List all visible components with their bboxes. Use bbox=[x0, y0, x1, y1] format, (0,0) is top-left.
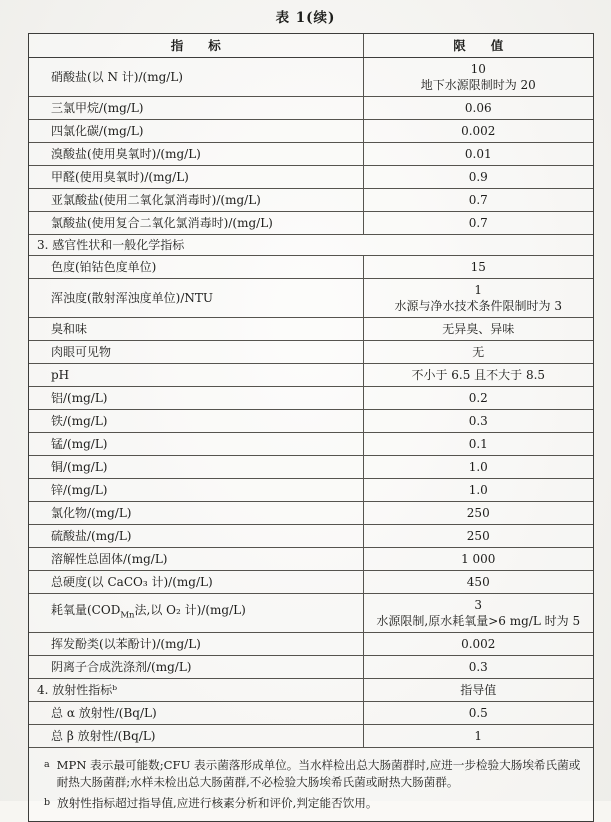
limit-line: 水源与净水技术条件限制时为 3 bbox=[394, 299, 562, 313]
limit-line: 1 bbox=[474, 283, 483, 297]
limit-cell bbox=[363, 456, 593, 479]
limit-line: 1.0 bbox=[468, 460, 488, 474]
limit-line: 指导值 bbox=[460, 683, 497, 697]
limit-line: 0.06 bbox=[464, 101, 492, 115]
limit-line: 3 bbox=[474, 598, 483, 612]
indicator-cell: 浑浊度(散射浑浊度单位)/NTU bbox=[29, 279, 363, 318]
table-row bbox=[29, 656, 593, 679]
indicator-cell: 氯化物/(mg/L) bbox=[29, 502, 363, 525]
limit-line: 0.3 bbox=[468, 414, 488, 428]
footnotes bbox=[29, 748, 593, 821]
limit-cell bbox=[363, 702, 593, 725]
indicator-cell: 总硬度(以 CaCO₃ 计)/(mg/L) bbox=[29, 571, 363, 594]
limit-line: 地下水源限制时为 20 bbox=[420, 78, 536, 92]
limit-cell bbox=[363, 58, 593, 97]
table-row bbox=[29, 120, 593, 143]
limit-line: 0.01 bbox=[464, 147, 492, 161]
indicator-cell: 铜/(mg/L) bbox=[29, 456, 363, 479]
limit-cell bbox=[363, 364, 593, 387]
table-row bbox=[29, 364, 593, 387]
section-header-cell: 4. 放射性指标ᵇ bbox=[29, 679, 363, 702]
footnote-text: MPN 表示最可能数;CFU 表示菌落形成单位。当水样检出总大肠菌群时,应进一步检验大肠埃希氏菌或耐热大肠菌群;水样未检出总大肠菌群,不必检验大肠埃希氏菌或耐热大肠菌群。 bbox=[56, 758, 581, 789]
limit-line: 不小于 6.5 且不大于 8.5 bbox=[411, 368, 546, 382]
indicator-cell: 阴离子合成洗涤剂/(mg/L) bbox=[29, 656, 363, 679]
limit-line: 15 bbox=[470, 260, 486, 274]
footnote-marker: a bbox=[44, 759, 50, 770]
limit-line: 10 bbox=[470, 62, 486, 76]
indicator-cell: 硝酸盐(以 N 计)/(mg/L) bbox=[29, 58, 363, 97]
table-row bbox=[29, 387, 593, 410]
limit-line: 水源限制,原水耗氧量>6 mg/L 时为 5 bbox=[376, 614, 581, 628]
limit-line: 0.7 bbox=[468, 193, 488, 207]
limit-cell bbox=[363, 479, 593, 502]
limit-cell bbox=[363, 143, 593, 166]
indicator-cell: 锌/(mg/L) bbox=[29, 479, 363, 502]
table-row bbox=[29, 410, 593, 433]
limit-cell bbox=[363, 318, 593, 341]
table-row bbox=[29, 212, 593, 235]
limit-cell bbox=[363, 433, 593, 456]
limit-line: 0.3 bbox=[468, 660, 488, 674]
limit-cell bbox=[363, 656, 593, 679]
limit-cell bbox=[363, 387, 593, 410]
limit-cell bbox=[363, 279, 593, 318]
table-row bbox=[29, 633, 593, 656]
table-row bbox=[29, 166, 593, 189]
limit-line: 无 bbox=[472, 345, 485, 359]
indicator-cell: 耗氧量($COD_{Mn}$法,以 O₂ 计)/(mg/L) bbox=[29, 594, 363, 633]
table-row bbox=[29, 594, 593, 633]
limit-cell bbox=[363, 725, 593, 748]
indicator-cell: 氯酸盐(使用复合二氧化氯消毒时)/(mg/L) bbox=[29, 212, 363, 235]
limit-line: 1 000 bbox=[461, 552, 496, 566]
indicator-cell: 硫酸盐/(mg/L) bbox=[29, 525, 363, 548]
table-row bbox=[29, 479, 593, 502]
table-row bbox=[29, 702, 593, 725]
limit-line: 0.1 bbox=[468, 437, 488, 451]
limit-cell bbox=[363, 189, 593, 212]
indicator-cell: 色度(铂钴色度单位) bbox=[29, 256, 363, 279]
table-row bbox=[29, 525, 593, 548]
table-row bbox=[29, 456, 593, 479]
limit-cell bbox=[363, 212, 593, 235]
limit-line: 0.2 bbox=[468, 391, 488, 405]
limit-line: 250 bbox=[466, 506, 490, 520]
indicator-cell: 臭和味 bbox=[29, 318, 363, 341]
water-quality-table bbox=[29, 34, 593, 748]
limit-cell bbox=[363, 341, 593, 364]
footnote bbox=[41, 757, 581, 791]
table-row bbox=[29, 97, 593, 120]
section-row bbox=[29, 679, 593, 702]
limit-line: 0.7 bbox=[468, 216, 488, 230]
table-body bbox=[29, 58, 593, 748]
indicator-cell: 总 α 放射性/(Bq/L) bbox=[29, 702, 363, 725]
limit-cell bbox=[363, 571, 593, 594]
limit-cell bbox=[363, 633, 593, 656]
limit-cell bbox=[363, 120, 593, 143]
table-row bbox=[29, 433, 593, 456]
table-row bbox=[29, 548, 593, 571]
limit-cell bbox=[363, 97, 593, 120]
indicator-cell: 溴酸盐(使用臭氧时)/(mg/L) bbox=[29, 143, 363, 166]
limit-line: 450 bbox=[466, 575, 490, 589]
limit-line: 0.002 bbox=[461, 124, 496, 138]
limit-cell bbox=[363, 502, 593, 525]
indicator-cell: 三氯甲烷/(mg/L) bbox=[29, 97, 363, 120]
limit-cell bbox=[363, 256, 593, 279]
table-frame bbox=[28, 33, 594, 822]
indicator-cell: 锰/(mg/L) bbox=[29, 433, 363, 456]
limit-line: 0.5 bbox=[468, 706, 488, 720]
table-row bbox=[29, 571, 593, 594]
limit-line: 0.9 bbox=[468, 170, 488, 184]
table-row bbox=[29, 725, 593, 748]
indicator-cell: 亚氯酸盐(使用二氧化氯消毒时)/(mg/L) bbox=[29, 189, 363, 212]
table-row bbox=[29, 502, 593, 525]
table-row bbox=[29, 58, 593, 97]
indicator-cell: 铝/(mg/L) bbox=[29, 387, 363, 410]
indicator-cell: 挥发酚类(以苯酚计)/(mg/L) bbox=[29, 633, 363, 656]
limit-cell bbox=[363, 166, 593, 189]
indicator-cell: 甲醛(使用臭氧时)/(mg/L) bbox=[29, 166, 363, 189]
footnote-marker: b bbox=[44, 797, 51, 808]
header-indicator: 指 标 bbox=[29, 34, 363, 58]
table-row bbox=[29, 189, 593, 212]
table-row bbox=[29, 318, 593, 341]
limit-line: 0.002 bbox=[461, 637, 496, 651]
indicator-cell: 四氯化碳/(mg/L) bbox=[29, 120, 363, 143]
limit-cell bbox=[363, 548, 593, 571]
table-row bbox=[29, 341, 593, 364]
indicator-cell: 溶解性总固体/(mg/L) bbox=[29, 548, 363, 571]
limit-cell bbox=[363, 525, 593, 548]
limit-line: 无异臭、异味 bbox=[442, 322, 515, 336]
section-header-cell: 3. 感官性状和一般化学指标 bbox=[29, 235, 593, 256]
limit-cell bbox=[363, 410, 593, 433]
page-title: 表 1(续) bbox=[275, 10, 336, 26]
table-row bbox=[29, 143, 593, 166]
header-limit: 限 值 bbox=[363, 34, 593, 58]
table-row bbox=[29, 256, 593, 279]
limit-line: 250 bbox=[466, 529, 490, 543]
indicator-cell: 总 β 放射性/(Bq/L) bbox=[29, 725, 363, 748]
limit-line: 1.0 bbox=[468, 483, 488, 497]
limit-line: 1 bbox=[474, 729, 483, 743]
footnote bbox=[41, 795, 581, 812]
footnote-text: 放射性指标超过指导值,应进行核素分析和评价,判定能否饮用。 bbox=[57, 796, 378, 810]
header-row bbox=[29, 34, 593, 58]
limit-cell bbox=[363, 679, 593, 702]
indicator-cell: 肉眼可见物 bbox=[29, 341, 363, 364]
table-head bbox=[29, 34, 593, 58]
limit-cell bbox=[363, 594, 593, 633]
indicator-cell: 铁/(mg/L) bbox=[29, 410, 363, 433]
section-row bbox=[29, 235, 593, 256]
table-row bbox=[29, 279, 593, 318]
indicator-cell: pH bbox=[29, 364, 363, 387]
